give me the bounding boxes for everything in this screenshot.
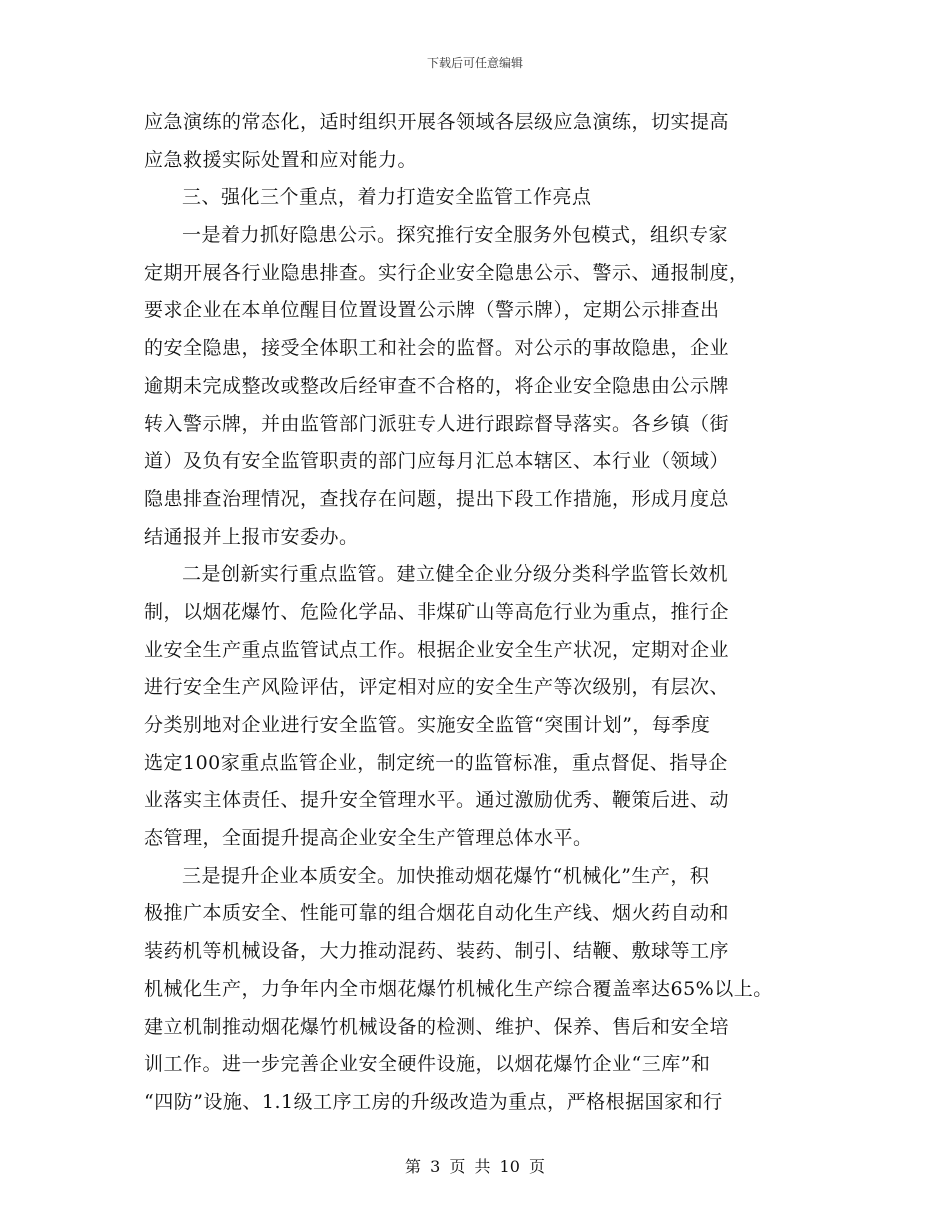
body-line: 装药机等机械设备，大力推动混药、装药、制引、结鞭、敷球等工序 [144, 940, 730, 963]
body-line: 业安全生产重点监管试点工作。根据企业安全生产状况，定期对企业 [144, 638, 730, 661]
body-line: 的安全隐患，接受全体职工和社会的监督。对公示的事故隐患，企业 [144, 337, 730, 360]
body-line: 二是创新实行重点监管。建立健全企业分级分类科学监管长效机 [182, 563, 729, 586]
body-line: 训工作。进一步完善企业安全硬件设施，以烟花爆竹企业“三库”和 [144, 1053, 711, 1076]
body-line: 定期开展各行业隐患排查。实行企业安全隐患公示、警示、通报制度， [144, 261, 749, 284]
page-number-footer: 第 3 页 共 10 页 [405, 1157, 545, 1176]
body-line: 进行安全生产风险评估，评定相对应的安全生产等次级别，有层次、 [144, 676, 730, 699]
page-header-note: 下载后可任意编辑 [426, 56, 523, 70]
body-line: 一是着力抓好隐患公示。探究推行安全服务外包模式，组织专家 [182, 224, 729, 247]
body-line: 制，以烟花爆竹、危险化学品、非煤矿山等高危行业为重点，推行企 [144, 600, 730, 623]
body-line: 应急演练的常态化，适时组织开展各领域各层级应急演练，切实提高 [144, 111, 730, 133]
body-line: 转入警示牌，并由监管部门派驻专人进行跟踪督导落实。各乡镇（街 [144, 412, 730, 435]
body-line: 三、强化三个重点，着力打造安全监管工作亮点 [182, 186, 592, 209]
body-line: 逾期未完成整改或整改后经审查不合格的，将企业安全隐患由公示牌 [144, 374, 730, 397]
body-line: 建立机制推动烟花爆竹机械设备的检测、维护、保养、售后和安全培 [144, 1015, 730, 1038]
body-line: 结通报并上报市安委办。 [144, 525, 359, 548]
body-line: “四防”设施、1.1级工序工房的升级改造为重点，严格根据国家和行 [144, 1090, 723, 1113]
body-line: 应急救援实际处置和应对能力。 [144, 148, 418, 171]
body-line: 隐患排查治理情况，查找存在问题，提出下段工作措施，形成月度总 [144, 487, 730, 510]
body-line: 分类别地对企业进行安全监管。实施安全监管“突围计划”，每季度 [144, 714, 711, 736]
body-line: 道）及负有安全监管职责的部门应每月汇总本辖区、本行业（领域） [144, 450, 730, 473]
body-line: 要求企业在本单位醒目位置设置公示牌（警示牌），定期公示排查出 [144, 299, 720, 322]
body-line: 极推广本质安全、性能可靠的组合烟花自动化生产线、烟火药自动和 [144, 902, 730, 925]
body-line: 机械化生产，力争年内全市烟花爆竹机械化生产综合覆盖率达65%以上。 [144, 977, 773, 1000]
body-line: 业落实主体责任、提升安全管理水平。通过激励优秀、鞭策后进、动 [144, 789, 730, 812]
body-line: 三是提升企业本质安全。加快推动烟花爆竹“机械化”生产，积 [182, 864, 710, 887]
document-body [144, 104, 824, 1122]
body-line: 态管理，全面提升提高企业安全生产管理总体水平。 [144, 827, 593, 850]
body-line: 选定100家重点监管企业，制定统一的监管标准，重点督促、指导企 [144, 751, 728, 774]
